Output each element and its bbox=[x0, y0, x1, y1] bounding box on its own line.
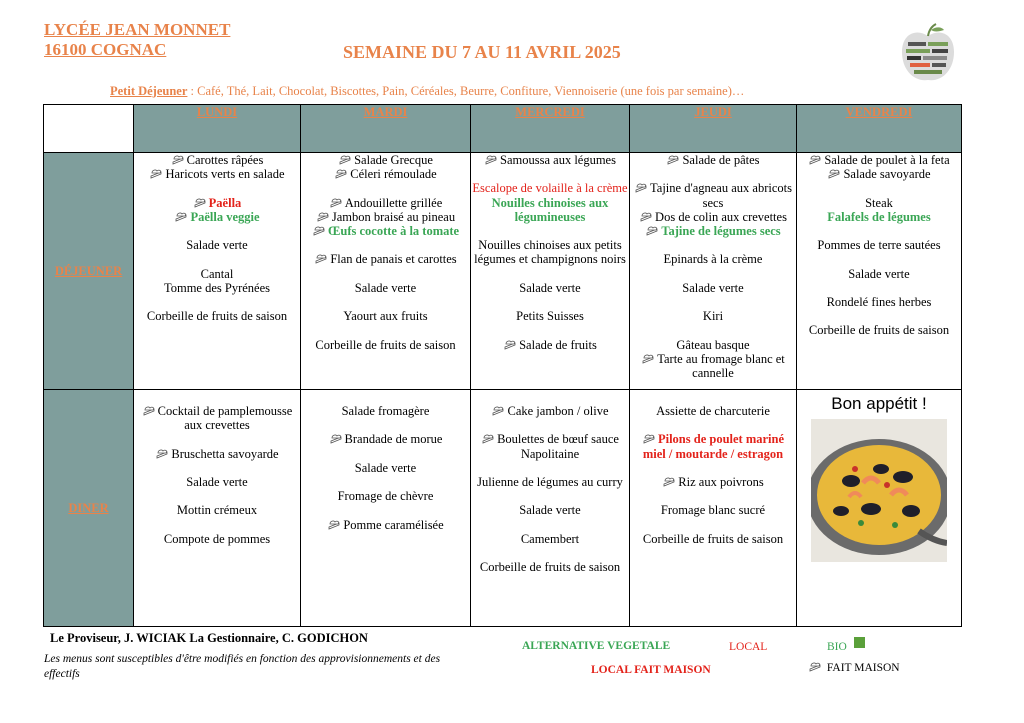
breakfast-line bbox=[110, 84, 744, 99]
menu-item bbox=[471, 503, 629, 517]
chef-hat-icon bbox=[503, 340, 517, 350]
menu-item bbox=[134, 196, 300, 210]
school-line-2: 16100 COGNAC bbox=[44, 40, 167, 59]
menu-item bbox=[134, 475, 300, 489]
spacer bbox=[630, 418, 796, 432]
menu-item-label: Salade verte bbox=[354, 280, 417, 295]
day-header-friday: VENDREDI bbox=[797, 105, 962, 153]
menu-item bbox=[301, 432, 470, 446]
meal-label-dinner: DINER bbox=[44, 390, 134, 627]
menu-item-label: Nouilles chinoises aux petits légumes et champignons noirs bbox=[474, 238, 626, 267]
meal-label-lunch: DÉJEUNER bbox=[44, 153, 134, 390]
week-title: SEMAINE DU 7 AU 11 AVRIL 2025 bbox=[343, 42, 621, 62]
menu-item-label: Escalope de volaille à la crème bbox=[472, 181, 628, 196]
menu-item bbox=[134, 404, 300, 432]
menu-item bbox=[797, 238, 961, 252]
menu-item-label: Flan de panais et carottes bbox=[330, 252, 457, 267]
menu-item bbox=[471, 238, 629, 266]
chef-hat-icon bbox=[808, 662, 822, 672]
chef-hat-icon bbox=[639, 212, 653, 222]
lunch-wednesday bbox=[471, 153, 630, 390]
menu-item bbox=[134, 238, 300, 252]
school-name bbox=[44, 20, 230, 60]
menu-item bbox=[471, 475, 629, 489]
menu-item bbox=[630, 503, 796, 517]
spacer bbox=[301, 447, 470, 461]
spacer bbox=[301, 323, 470, 337]
menu-item bbox=[471, 153, 629, 167]
menu-item bbox=[301, 224, 470, 238]
menu-item bbox=[301, 404, 470, 418]
chef-hat-icon bbox=[149, 169, 163, 179]
menu-item bbox=[301, 338, 470, 352]
spacer bbox=[471, 323, 629, 337]
spacer bbox=[301, 418, 470, 432]
chef-hat-icon bbox=[338, 155, 352, 165]
menu-item bbox=[301, 252, 470, 266]
menu-item bbox=[630, 532, 796, 546]
menu-item bbox=[134, 210, 300, 224]
menu-item bbox=[301, 281, 470, 295]
spacer bbox=[797, 224, 961, 238]
menu-item bbox=[134, 267, 300, 281]
menu-item bbox=[301, 489, 470, 503]
legend-local: LOCAL bbox=[729, 641, 768, 653]
menu-item-label: Tajine d'agneau aux abricots secs bbox=[650, 181, 792, 210]
spacer bbox=[301, 295, 470, 309]
legend-local-fait-maison: LOCAL FAIT MAISON bbox=[591, 664, 711, 676]
menu-item-label: Fromage de chèvre bbox=[337, 489, 434, 504]
chef-hat-icon bbox=[174, 212, 188, 222]
menu-item bbox=[630, 252, 796, 266]
spacer bbox=[471, 518, 629, 532]
menu-item-label: Cake jambon / olive bbox=[507, 404, 609, 418]
signature: Le Proviseur, J. WICIAK La Gestionnaire, C. GODICHON bbox=[50, 631, 368, 645]
menu-item-label: Paëlla veggie bbox=[190, 209, 260, 224]
dinner-wednesday bbox=[471, 390, 630, 627]
menu-item-label: Petits Suisses bbox=[516, 309, 584, 324]
spacer bbox=[134, 518, 300, 532]
menu-item-label: Pommes de terre sautées bbox=[817, 238, 941, 253]
menu-item-label: Assiette de charcuterie bbox=[656, 404, 770, 418]
chef-hat-icon bbox=[155, 449, 169, 459]
menu-item bbox=[797, 196, 961, 210]
day-header-monday: LUNDI bbox=[134, 105, 301, 153]
chef-hat-icon bbox=[314, 254, 328, 264]
spacer bbox=[471, 418, 629, 432]
day-header-wednesday: MERCREDI bbox=[471, 105, 630, 153]
menu-item bbox=[471, 432, 629, 460]
menu-item-label: Camembert bbox=[520, 531, 580, 546]
chef-hat-icon bbox=[827, 169, 841, 179]
weekly-menu-table bbox=[43, 104, 962, 627]
spacer bbox=[630, 267, 796, 281]
menu-item-label: Mottin crémeux bbox=[176, 503, 258, 518]
menu-item-label: Julienne de légumes au curry bbox=[477, 474, 623, 489]
chef-hat-icon bbox=[327, 520, 341, 530]
apple-logo-icon bbox=[898, 22, 958, 84]
menu-item-label: Salade savoyarde bbox=[843, 167, 931, 182]
menu-item-label: Samoussa aux légumes bbox=[500, 153, 616, 167]
menu-item-label: Tajine de légumes secs bbox=[661, 224, 781, 238]
menu-item bbox=[797, 153, 961, 167]
chef-hat-icon bbox=[312, 226, 326, 236]
chef-hat-icon bbox=[808, 155, 822, 165]
menu-item bbox=[471, 560, 629, 574]
day-header-thursday: JEUDI bbox=[630, 105, 797, 153]
spacer bbox=[301, 475, 470, 489]
menu-item bbox=[797, 323, 961, 337]
menu-item bbox=[134, 447, 300, 461]
lunch-monday bbox=[134, 153, 301, 390]
menu-item-label: Salade verte bbox=[354, 460, 417, 475]
spacer bbox=[630, 461, 796, 475]
menu-item-label: Boulettes de bœuf sauce Napolitaine bbox=[497, 432, 619, 461]
chef-hat-icon bbox=[329, 198, 343, 208]
chef-hat-icon bbox=[484, 155, 498, 165]
menu-item bbox=[630, 224, 796, 238]
menu-item-label: Corbeille de fruits de saison bbox=[808, 323, 950, 338]
menu-item bbox=[301, 309, 470, 323]
spacer bbox=[471, 224, 629, 238]
menu-item-label: Salade de fruits bbox=[519, 337, 597, 352]
spacer bbox=[630, 518, 796, 532]
menu-item bbox=[471, 281, 629, 295]
spacer bbox=[134, 181, 300, 195]
menu-item-label: Falafels de légumes bbox=[827, 209, 931, 224]
spacer bbox=[134, 295, 300, 309]
spacer bbox=[471, 267, 629, 281]
chef-hat-icon bbox=[641, 354, 655, 364]
menu-item bbox=[630, 181, 796, 209]
menu-item-label: Pilons de poulet mariné miel / moutarde / estragon bbox=[642, 432, 785, 461]
chef-hat-icon bbox=[316, 212, 330, 222]
menu-item-label: Salade fromagère bbox=[341, 404, 430, 418]
spacer bbox=[630, 323, 796, 337]
menu-item bbox=[471, 338, 629, 352]
menu-item-label: Corbeille de fruits de saison bbox=[642, 531, 784, 546]
menu-item bbox=[301, 167, 470, 181]
legend-fait-maison-label: FAIT MAISON bbox=[826, 662, 900, 674]
disclaimer-note: Les menus sont susceptibles d'être modifiés en fonction des approvisionnements et des effectifs bbox=[44, 653, 441, 680]
spacer bbox=[471, 461, 629, 475]
menu-item-label: Salade verte bbox=[848, 266, 910, 281]
menu-item-label: Fromage blanc sucré bbox=[660, 503, 766, 518]
menu-item bbox=[134, 503, 300, 517]
menu-item bbox=[797, 295, 961, 309]
spacer bbox=[630, 295, 796, 309]
menu-item-label: Salade verte bbox=[519, 280, 581, 295]
menu-item bbox=[630, 352, 796, 380]
menu-item bbox=[134, 532, 300, 546]
spacer bbox=[630, 238, 796, 252]
menu-item-label: Bruschetta savoyarde bbox=[171, 446, 279, 461]
menu-item-label: Cantal bbox=[200, 266, 234, 281]
menu-item-label: Brandade de morue bbox=[344, 432, 443, 447]
chef-hat-icon bbox=[662, 477, 676, 487]
menu-item-label: Haricots verts en salade bbox=[165, 167, 285, 182]
menu-item-label: Gâteau basque bbox=[676, 337, 750, 352]
menu-item bbox=[630, 432, 796, 460]
menu-item bbox=[797, 167, 961, 181]
menu-item-label: Salade Grecque bbox=[354, 153, 433, 167]
legend-alternative-vegetale: ALTERNATIVE VEGETALE bbox=[522, 640, 671, 652]
breakfast-text: : Café, Thé, Lait, Chocolat, Biscottes, Pain, Céréales, Beurre, Confiture, Viennoiserie (une fois par semaine)… bbox=[187, 84, 745, 98]
dinner-monday bbox=[134, 390, 301, 627]
menu-item-label: Nouilles chinoises aux légumineuses bbox=[491, 195, 609, 224]
menu-item bbox=[301, 518, 470, 532]
menu-item-label: Jambon braisé au pineau bbox=[331, 209, 456, 224]
spacer bbox=[134, 252, 300, 266]
chef-hat-icon bbox=[329, 434, 343, 444]
menu-item bbox=[301, 461, 470, 475]
menu-item-label: Dos de colin aux crevettes bbox=[655, 209, 787, 224]
chef-hat-icon bbox=[171, 155, 185, 165]
day-header-tuesday: MARDI bbox=[301, 105, 471, 153]
menu-item bbox=[134, 309, 300, 323]
menu-item-label: Kiri bbox=[702, 309, 724, 324]
corner-cell bbox=[44, 105, 134, 153]
dinner-friday bbox=[797, 390, 962, 627]
menu-item-label: Steak bbox=[865, 195, 893, 210]
paella-image bbox=[811, 419, 947, 562]
menu-item bbox=[301, 210, 470, 224]
spacer bbox=[797, 181, 961, 195]
menu-item-label: Corbeille de fruits de saison bbox=[479, 560, 621, 575]
lunch-tuesday bbox=[301, 153, 471, 390]
menu-item-label: Corbeille de fruits de saison bbox=[315, 337, 456, 352]
menu-item-label: Pomme caramélisée bbox=[343, 517, 444, 532]
chef-hat-icon bbox=[642, 434, 656, 444]
spacer bbox=[471, 489, 629, 503]
menu-item-label: Cocktail de pamplemousse aux crevettes bbox=[157, 404, 293, 433]
menu-item-label: Riz aux poivrons bbox=[678, 474, 764, 489]
menu-item bbox=[301, 153, 470, 167]
chef-hat-icon bbox=[634, 183, 648, 193]
bon-appetit-text: Bon appétit ! bbox=[831, 394, 927, 413]
chef-hat-icon bbox=[193, 198, 207, 208]
spacer bbox=[134, 432, 300, 446]
dinner-thursday bbox=[630, 390, 797, 627]
menu-item bbox=[630, 475, 796, 489]
menu-item-label: Rondelé fines herbes bbox=[826, 294, 932, 309]
spacer bbox=[301, 267, 470, 281]
spacer bbox=[471, 546, 629, 560]
menu-item bbox=[471, 196, 629, 224]
menu-item bbox=[630, 153, 796, 167]
chef-hat-icon bbox=[645, 226, 659, 236]
school-line-1: LYCÉE JEAN MONNET bbox=[44, 20, 231, 39]
menu-item bbox=[134, 281, 300, 295]
menu-item bbox=[630, 210, 796, 224]
menu-item-label: Œufs cocotte à la tomate bbox=[327, 224, 460, 238]
menu-item-label: Salade verte bbox=[186, 474, 248, 489]
spacer bbox=[134, 224, 300, 238]
dinner-tuesday bbox=[301, 390, 471, 627]
menu-item bbox=[134, 167, 300, 181]
menu-item-label: Compote de pommes bbox=[163, 531, 271, 546]
chef-hat-icon bbox=[142, 406, 156, 416]
menu-item bbox=[471, 532, 629, 546]
menu-item bbox=[301, 196, 470, 210]
menu-item-label: Carottes râpées bbox=[186, 153, 264, 167]
menu-item-label: Salade verte bbox=[186, 238, 248, 253]
spacer bbox=[301, 181, 470, 195]
menu-item-label: Paëlla bbox=[208, 195, 242, 210]
spacer bbox=[630, 167, 796, 181]
chef-hat-icon bbox=[481, 434, 495, 444]
chef-hat-icon bbox=[334, 169, 348, 179]
menu-item-label: Salade de poulet à la feta bbox=[824, 153, 950, 167]
spacer bbox=[630, 489, 796, 503]
menu-item-label: Tarte au fromage blanc et cannelle bbox=[657, 351, 785, 380]
bio-leaf-icon bbox=[854, 637, 865, 648]
menu-item-label: Salade verte bbox=[519, 503, 581, 518]
menu-item-label: Yaourt aux fruits bbox=[343, 309, 428, 324]
menu-item-label: Tomme des Pyrénées bbox=[163, 280, 271, 295]
menu-item bbox=[630, 281, 796, 295]
spacer bbox=[797, 309, 961, 323]
menu-item-label: Corbeille de fruits de saison bbox=[146, 309, 288, 324]
spacer bbox=[134, 489, 300, 503]
spacer bbox=[301, 503, 470, 517]
menu-item-label: Céleri rémoulade bbox=[350, 167, 437, 182]
spacer bbox=[471, 167, 629, 181]
menu-item bbox=[471, 309, 629, 323]
lunch-thursday bbox=[630, 153, 797, 390]
spacer bbox=[797, 281, 961, 295]
menu-item-label: Andouillette grillée bbox=[344, 195, 443, 210]
menu-item bbox=[134, 153, 300, 167]
chef-hat-icon bbox=[491, 406, 505, 416]
spacer bbox=[797, 252, 961, 266]
lunch-friday bbox=[797, 153, 962, 390]
menu-item bbox=[630, 404, 796, 418]
menu-item-label: Salade verte bbox=[682, 280, 744, 295]
menu-item bbox=[797, 210, 961, 224]
chef-hat-icon bbox=[666, 155, 680, 165]
spacer bbox=[301, 238, 470, 252]
menu-item bbox=[797, 267, 961, 281]
menu-item bbox=[630, 338, 796, 352]
menu-item bbox=[471, 181, 629, 195]
legend-fait-maison bbox=[808, 662, 900, 674]
menu-item bbox=[630, 309, 796, 323]
spacer bbox=[471, 295, 629, 309]
spacer bbox=[134, 461, 300, 475]
legend-bio: BIO bbox=[827, 641, 847, 653]
menu-item-label: Epinards à la crème bbox=[663, 252, 763, 267]
menu-item bbox=[471, 404, 629, 418]
breakfast-label: Petit Déjeuner bbox=[110, 84, 188, 98]
menu-item-label: Salade de pâtes bbox=[682, 153, 760, 167]
